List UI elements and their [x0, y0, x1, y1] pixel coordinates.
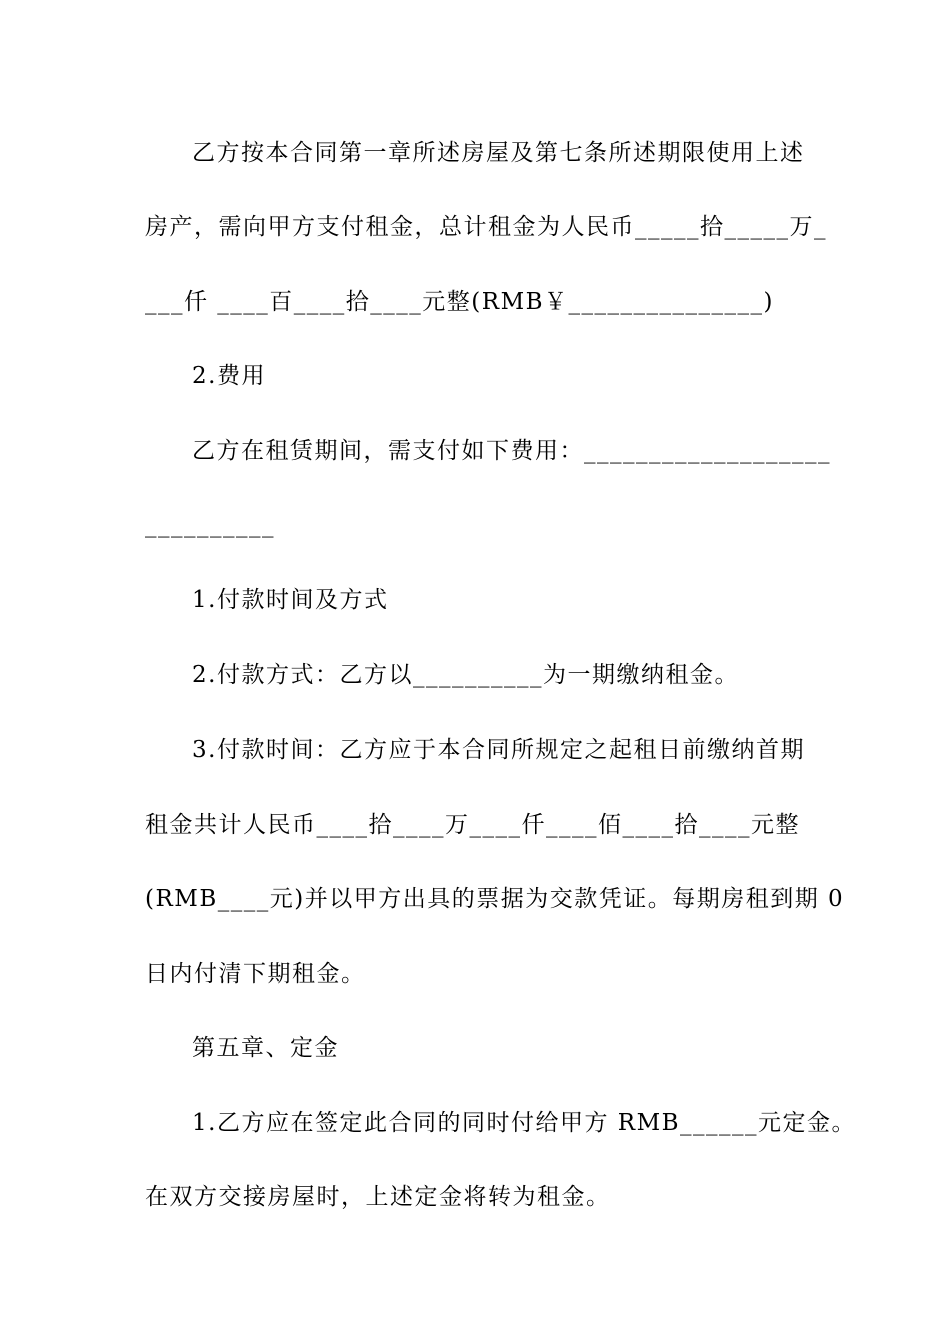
paragraph-line: 乙方在租赁期间，需支付如下费用：___________________ [192, 438, 831, 464]
paragraph-line: 房产，需向甲方支付租金，总计租金为人民币_____拾_____万_ [145, 214, 827, 240]
paragraph-line: 乙方按本合同第一章所述房屋及第七条所述期限使用上述 [192, 140, 805, 166]
paragraph-line: 3.付款时间：乙方应于本合同所规定之起租日前缴纳首期 [192, 737, 805, 763]
paragraph-line: 1.乙方应在签定此合同的同时付给甲方 RMB______元定金。 [192, 1110, 857, 1136]
paragraph-line: ___仟 ____百____拾____元整(RMB￥_______________) [145, 289, 775, 315]
section-heading: 1.付款时间及方式 [192, 587, 389, 613]
paragraph-line: 租金共计人民币____拾____万____仟____佰____拾____元整 [145, 812, 800, 838]
paragraph-line: __________ [145, 512, 275, 538]
section-heading: 2.费用 [192, 363, 266, 389]
paragraph-line: 2.付款方式：乙方以__________为一期缴纳租金。 [192, 662, 739, 688]
paragraph-line: 日内付清下期租金。 [145, 961, 366, 987]
paragraph-line: 在双方交接房屋时，上述定金将转为租金。 [145, 1184, 611, 1210]
paragraph-line: (RMB____元)并以甲方出具的票据为交款凭证。每期房租到期 0 [145, 886, 845, 912]
chapter-heading: 第五章、定金 [192, 1035, 339, 1061]
